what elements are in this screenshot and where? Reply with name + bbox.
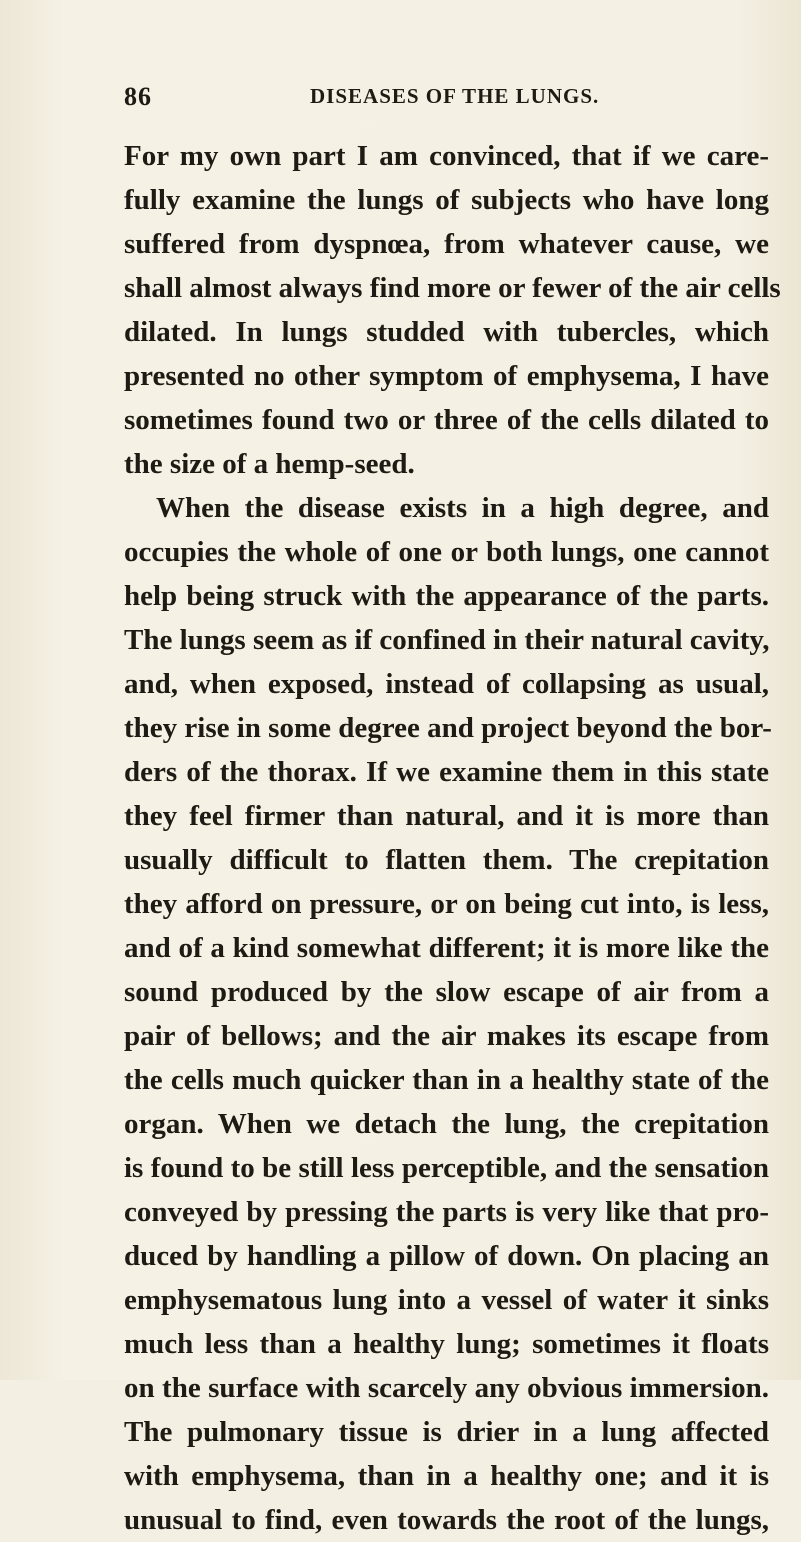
text-line: much less than a healthy lung; sometimes it floats xyxy=(124,1328,769,1360)
text-line: organ. When we detach the lung, the crepitation xyxy=(124,1108,769,1140)
text-line: the cells much quicker than in a healthy state of the xyxy=(124,1064,769,1096)
text-line: suffered from dyspnœa, from whatever cause, we xyxy=(124,228,769,260)
text-line: ders of the thorax. If we examine them in this state xyxy=(124,756,769,788)
text-line: fully examine the lungs of subjects who have long xyxy=(124,184,769,216)
text-line: duced by handling a pillow of down. On placing an xyxy=(124,1240,769,1272)
text-line: usually difficult to flatten them. The crepitation xyxy=(124,844,769,876)
body-text xyxy=(124,134,781,1542)
text-line: presented no other symptom of emphysema, I have xyxy=(124,360,769,392)
page-header xyxy=(124,82,684,112)
text-line: on the surface with scarcely any obvious immersion. xyxy=(124,1372,769,1404)
text-line: unusual to find, even towards the root of the lungs, xyxy=(124,1504,769,1536)
text-line: and, when exposed, instead of collapsing as usual, xyxy=(124,668,769,700)
text-line: they afford on pressure, or on being cut into, is less, xyxy=(124,888,769,920)
text-line: The pulmonary tissue is drier in a lung affected xyxy=(124,1416,769,1448)
text-line: with emphysema, than in a healthy one; and it is xyxy=(124,1460,769,1492)
text-line: The lungs seem as if confined in their natural cavity, xyxy=(124,624,770,656)
text-line: occupies the whole of one or both lungs, one cannot xyxy=(124,536,769,568)
text-line: is found to be still less perceptible, and the sensation xyxy=(124,1152,769,1184)
text-line: For my own part I am convinced, that if we care- xyxy=(124,140,769,172)
text-line: sound produced by the slow escape of air from a xyxy=(124,976,769,1008)
text-line: they feel firmer than natural, and it is more than xyxy=(124,800,769,832)
text-line: the size of a hemp-seed. xyxy=(124,448,415,480)
page-number: 86 xyxy=(124,82,152,111)
running-head: DISEASES OF THE LUNGS. xyxy=(310,84,600,108)
text-line: pair of bellows; and the air makes its escape from xyxy=(124,1020,769,1052)
text-line: dilated. In lungs studded with tubercles, which xyxy=(124,316,769,348)
text-line: sometimes found two or three of the cells dilated to xyxy=(124,404,769,436)
text-line: shall almost always find more or fewer of the air cells xyxy=(124,272,781,304)
text-line: conveyed by pressing the parts is very like that pro- xyxy=(124,1196,769,1228)
text-line: help being struck with the appearance of the parts. xyxy=(124,580,769,612)
text-line: When the disease exists in a high degree, and xyxy=(156,492,769,524)
text-line: emphysematous lung into a vessel of water it sinks xyxy=(124,1284,769,1316)
text-line: they rise in some degree and project beyond the bor- xyxy=(124,712,772,744)
text-line: and of a kind somewhat different; it is more like the xyxy=(124,932,769,964)
